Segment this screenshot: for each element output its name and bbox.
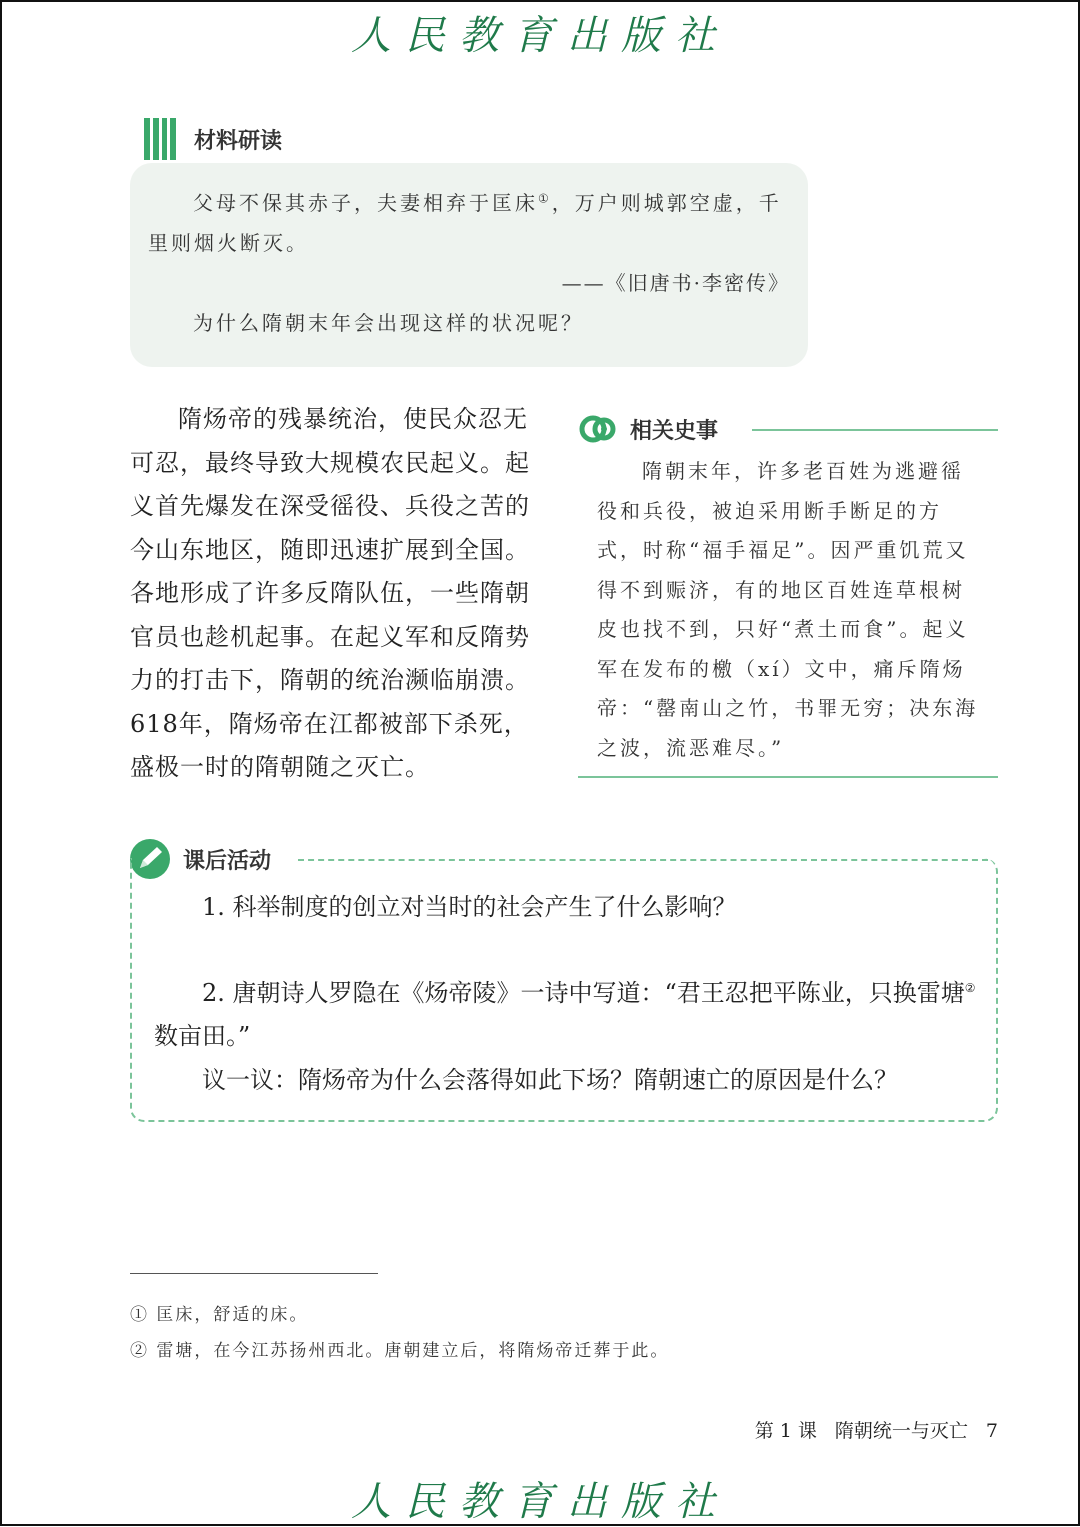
activity-question-1: 1. 科举制度的创立对当时的社会产生了什么影响？ xyxy=(202,893,737,921)
material-title: 材料研读 xyxy=(194,128,283,154)
activity-discussion-prompt: 议一议：隋炀帝为什么会落得如此下场？隋朝速亡的原因是什么？ xyxy=(202,1066,898,1094)
page-number: 7 xyxy=(985,1420,998,1442)
material-quote: 父母不保其赤子，夫妻相弃于匡床①，万户则城郭空虚，千里则烟火断灭。 xyxy=(148,191,782,255)
related-text: 隋朝末年，许多老百姓为逃避徭役和兵役，被迫采用断手断足的方式，时称“福手福足”。因严重饥荒又得不到赈济，有的地区百姓连草根树皮也找不到，只好“煮土而食”。起义军在发布的檄（xí）文中，痛斥隋炀帝：“罄南山之竹，书罪无穷；决东海之波，流恶难尽。” xyxy=(597,459,979,760)
publisher-header: 人民教育出版社 xyxy=(351,13,729,59)
publisher-footer: 人民教育出版社 xyxy=(351,1479,729,1525)
footnote-marker-1: ① xyxy=(538,191,552,206)
related-top-rule xyxy=(752,429,998,431)
footnote-marker-2: ② xyxy=(964,981,976,995)
activity-title: 课后活动 xyxy=(183,848,272,874)
swirl-icon xyxy=(578,409,618,449)
material-box xyxy=(130,163,808,367)
related-section-header xyxy=(578,409,718,449)
footnote-2: ② 雷塘，在今江苏扬州西北。唐朝建立后，将隋炀帝迁葬于此。 xyxy=(130,1341,670,1361)
material-question: 为什么隋朝末年会出现这样的状况呢？ xyxy=(193,311,584,335)
lesson-number: 第 1 课 xyxy=(754,1420,817,1442)
activity-question-2: 2. 唐朝诗人罗隐在《炀帝陵》一诗中写道：“君王忍把平陈业，只换雷塘②数亩田。” xyxy=(154,979,976,1050)
related-bottom-rule xyxy=(578,776,998,778)
related-title: 相关史事 xyxy=(630,418,719,444)
footnote-1: ① 匡床，舒适的床。 xyxy=(130,1305,309,1325)
lesson-title: 隋朝统一与灭亡 xyxy=(834,1420,968,1442)
bars-icon xyxy=(144,118,176,160)
main-paragraph: 隋炀帝的残暴统治，使民众忍无可忍，最终导致大规模农民起义。起义首先爆发在深受徭役、兵役之苦的今山东地区，随即迅速扩展到全国。各地形成了许多反隋队伍，一些隋朝官员也趁机起事。在起义军和反隋势力的打击下，隋朝的统治濒临崩溃。618年，隋炀帝在江都被部下杀死，盛极一时的隋朝随之灭亡。 xyxy=(130,405,530,781)
material-source: ——《旧唐书·李密传》 xyxy=(561,271,790,295)
footnote-rule xyxy=(130,1273,378,1274)
material-section-header xyxy=(144,118,282,160)
page-footer xyxy=(737,1416,998,1443)
